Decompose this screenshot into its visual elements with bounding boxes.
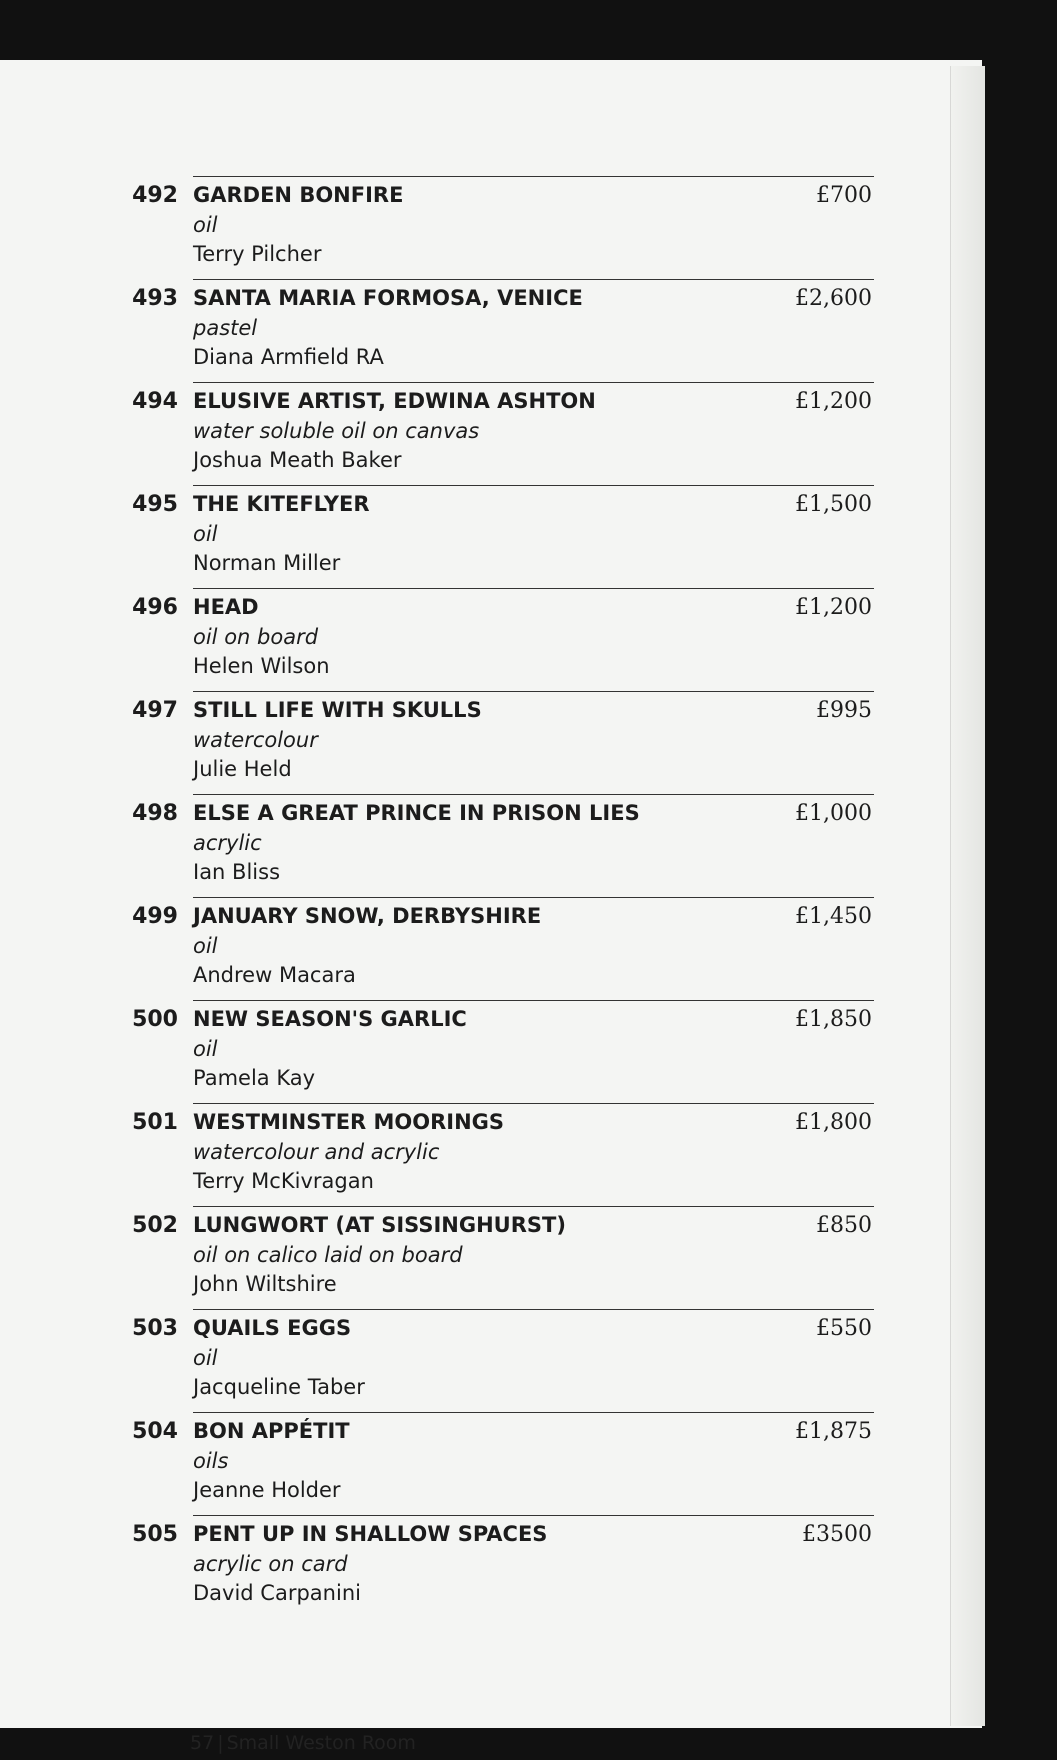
entry-price: £1,200: [795, 389, 872, 414]
entry-title: SANTA MARIA FORMOSA, VENICE: [193, 286, 583, 310]
entry-artist: Ian Bliss: [193, 860, 281, 884]
page-footer: [190, 1732, 416, 1754]
catalogue-entry: [0, 1515, 982, 1618]
entry-medium: oils: [193, 1449, 229, 1473]
entry-title: ELSE A GREAT PRINCE IN PRISON LIES: [193, 801, 640, 825]
entry-number: 493: [132, 286, 178, 311]
entry-divider: [193, 382, 874, 383]
entry-medium: pastel: [193, 316, 258, 340]
entry-divider: [193, 1103, 874, 1104]
section-name: Small Weston Room: [226, 1732, 416, 1754]
entry-divider: [193, 1515, 874, 1516]
entry-divider: [193, 691, 874, 692]
entry-price: £2,600: [795, 286, 872, 311]
entry-artist: Terry McKivragan: [193, 1169, 374, 1193]
page-number: 57: [190, 1732, 215, 1754]
entry-artist: John Wiltshire: [193, 1272, 337, 1296]
entry-medium: watercolour and acrylic: [193, 1140, 440, 1164]
catalogue-entry: [0, 382, 982, 485]
entry-number: 494: [132, 389, 178, 414]
entry-list: [0, 176, 982, 1618]
entry-number: 504: [132, 1419, 178, 1444]
footer-separator: |: [217, 1732, 224, 1754]
entry-divider: [193, 1000, 874, 1001]
entry-price: £850: [816, 1213, 872, 1238]
entry-artist: Jeanne Holder: [193, 1478, 341, 1502]
entry-medium: acrylic on card: [193, 1552, 348, 1576]
entry-divider: [193, 897, 874, 898]
entry-price: £550: [816, 1316, 872, 1341]
entry-title: THE KITEFLYER: [193, 492, 370, 516]
entry-medium: oil: [193, 1037, 218, 1061]
catalogue-entry: [0, 897, 982, 1000]
entry-medium: oil: [193, 522, 218, 546]
catalogue-entry: [0, 485, 982, 588]
entry-divider: [193, 794, 874, 795]
entry-number: 502: [132, 1213, 178, 1238]
entry-number: 505: [132, 1522, 178, 1547]
entry-title: GARDEN BONFIRE: [193, 183, 404, 207]
entry-medium: oil: [193, 934, 218, 958]
entry-title: HEAD: [193, 595, 259, 619]
entry-divider: [193, 485, 874, 486]
catalogue-entry: [0, 1206, 982, 1309]
entry-title: STILL LIFE WITH SKULLS: [193, 698, 482, 722]
entry-price: £1,875: [795, 1419, 872, 1444]
entry-number: 501: [132, 1110, 178, 1135]
entry-number: 503: [132, 1316, 178, 1341]
catalogue-page: [0, 60, 982, 1754]
entry-title: NEW SEASON'S GARLIC: [193, 1007, 467, 1031]
entry-price: £1,000: [795, 801, 872, 826]
entry-medium: watercolour: [193, 728, 318, 752]
entry-medium: oil on calico laid on board: [193, 1243, 463, 1267]
entry-artist: Norman Miller: [193, 551, 341, 575]
catalogue-entry: [0, 794, 982, 897]
catalogue-entry: [0, 691, 982, 794]
entry-price: £995: [816, 698, 872, 723]
entry-price: £1,800: [795, 1110, 872, 1135]
entry-title: BON APPÉTIT: [193, 1419, 350, 1443]
entry-divider: [193, 588, 874, 589]
entry-divider: [193, 1206, 874, 1207]
entry-artist: David Carpanini: [193, 1581, 361, 1605]
entry-artist: Helen Wilson: [193, 654, 330, 678]
entry-divider: [193, 1309, 874, 1310]
entry-number: 497: [132, 698, 178, 723]
entry-price: £700: [816, 183, 872, 208]
entry-title: QUAILS EGGS: [193, 1316, 352, 1340]
entry-divider: [193, 279, 874, 280]
entry-price: £1,850: [795, 1007, 872, 1032]
page-edge: [950, 66, 985, 1726]
entry-number: 495: [132, 492, 178, 517]
entry-medium: water soluble oil on canvas: [193, 419, 480, 443]
entry-number: 500: [132, 1007, 178, 1032]
entry-number: 492: [132, 183, 178, 208]
entry-price: £1,500: [795, 492, 872, 517]
catalogue-entry: [0, 1309, 982, 1412]
entry-artist: Diana Armfield RA: [193, 345, 384, 369]
entry-title: PENT UP IN SHALLOW SPACES: [193, 1522, 548, 1546]
catalogue-entry: [0, 176, 982, 279]
entry-number: 496: [132, 595, 178, 620]
entry-medium: oil on board: [193, 625, 319, 649]
entry-title: WESTMINSTER MOORINGS: [193, 1110, 505, 1134]
entry-artist: Joshua Meath Baker: [193, 448, 402, 472]
entry-artist: Pamela Kay: [193, 1066, 316, 1090]
entry-title: JANUARY SNOW, DERBYSHIRE: [193, 904, 542, 928]
entry-number: 498: [132, 801, 178, 826]
catalogue-entry: [0, 279, 982, 382]
entry-divider: [193, 176, 874, 177]
entry-medium: oil: [193, 213, 218, 237]
entry-title: ELUSIVE ARTIST, EDWINA ASHTON: [193, 389, 596, 413]
entry-artist: Andrew Macara: [193, 963, 356, 987]
entry-price: £1,200: [795, 595, 872, 620]
entry-price: £1,450: [795, 904, 872, 929]
entry-medium: acrylic: [193, 831, 262, 855]
catalogue-entry: [0, 1103, 982, 1206]
entry-divider: [193, 1412, 874, 1413]
catalogue-entry: [0, 1000, 982, 1103]
entry-number: 499: [132, 904, 178, 929]
entry-title: LUNGWORT (AT SISSINGHURST): [193, 1213, 566, 1237]
catalogue-entry: [0, 1412, 982, 1515]
entry-artist: Jacqueline Taber: [193, 1375, 365, 1399]
entry-artist: Julie Held: [193, 757, 292, 781]
entry-medium: oil: [193, 1346, 218, 1370]
entry-artist: Terry Pilcher: [193, 242, 322, 266]
entry-price: £3500: [802, 1522, 872, 1547]
catalogue-entry: [0, 588, 982, 691]
